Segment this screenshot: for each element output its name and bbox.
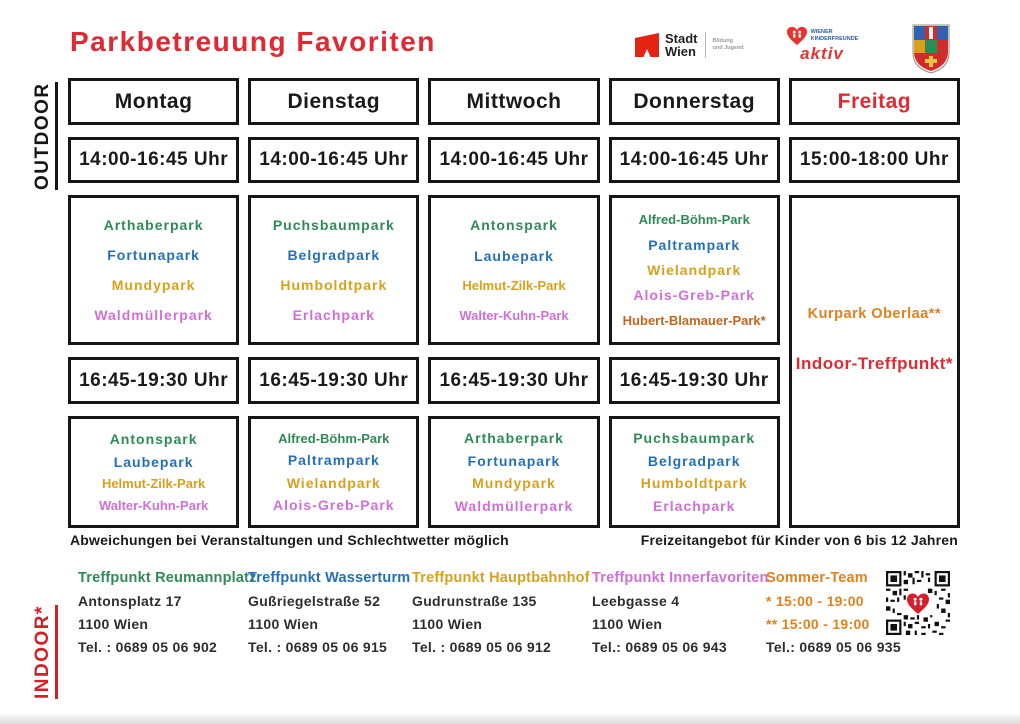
kinderfreunde-aktiv-label: aktiv <box>800 44 844 63</box>
day-header-freitag: Freitag <box>789 78 960 125</box>
stadt-wien-emblem-icon <box>635 33 659 57</box>
day-header-montag: Montag <box>68 78 239 125</box>
kinderfreunde-heart-icon <box>786 26 808 46</box>
park-name: Paltrampark <box>287 452 380 469</box>
park-name: Wielandpark <box>286 474 381 491</box>
park-name: Arthaberpark <box>464 430 564 447</box>
location-innerfavoriten <box>592 570 769 662</box>
age-note: Freizeitangebot für Kinder von 6 bis 12 Jahren <box>640 532 958 548</box>
location-address: Gudrunstraße 135 <box>412 593 537 609</box>
indoor-treffpunkt-label: Indoor-Treffpunkt* <box>795 354 954 373</box>
sommer-team-times-1: * 15:00 - 19:00 <box>766 593 864 609</box>
location-address: Leebgasse 4 <box>592 593 680 609</box>
stadt-wien-line2: Wien <box>665 44 696 60</box>
stadt-wien-name <box>665 32 698 59</box>
time-slot-1-donnerstag: 14:00-16:45 Uhr <box>609 137 780 183</box>
location-city: 1100 Wien <box>248 616 319 632</box>
schedule-grid <box>68 78 960 528</box>
location-hauptbahnhof <box>412 570 590 662</box>
park-name: Puchsbaumpark <box>633 430 756 447</box>
parks-block1-mittwoch <box>428 195 599 345</box>
park-name: Erlachpark <box>292 307 375 323</box>
park-name: Alfred-Böhm-Park <box>278 430 390 446</box>
parks-block2-dienstag <box>248 416 419 528</box>
kinderfreunde-logo <box>782 26 862 64</box>
park-name: Waldmüllerpark <box>94 307 213 323</box>
sommer-team-tel: Tel.: 0689 05 06 935 <box>766 639 901 655</box>
logo-row <box>630 24 960 74</box>
parks-block2-montag <box>68 416 239 528</box>
park-name: Humboldtpark <box>280 277 388 293</box>
park-name: Laubepark <box>113 453 194 470</box>
time-slot-2-mittwoch: 16:45-19:30 Uhr <box>428 357 599 404</box>
park-name: Belgradpark <box>647 452 741 469</box>
park-name: Erlachpark <box>653 497 736 514</box>
parks-block1-dienstag <box>248 195 419 345</box>
sommer-team-info <box>766 570 901 662</box>
location-reumannplatz <box>78 570 257 662</box>
park-name: Paltrampark <box>648 236 741 253</box>
park-name: Walter-Kuhn-Park <box>98 498 209 514</box>
location-city: 1100 Wien <box>592 616 663 632</box>
kinderfreunde-name: WIENER KINDERFREUNDE <box>810 29 859 42</box>
logo-divider <box>705 32 706 58</box>
day-header-dienstag: Dienstag <box>248 78 419 125</box>
stadt-wien-logo <box>635 32 744 59</box>
day-header-donnerstag: Donnerstag <box>609 78 780 125</box>
sommer-team-title: Sommer-Team <box>766 570 868 586</box>
time-slot-1-montag: 14:00-16:45 Uhr <box>68 137 239 183</box>
location-address: Gußriegelstraße 52 <box>248 593 381 609</box>
park-name: Alfred-Böhm-Park <box>638 212 750 228</box>
time-slot-2-dienstag: 16:45-19:30 Uhr <box>248 357 419 404</box>
park-name: Hubert-Blamauer-Park* <box>622 312 766 328</box>
park-name: Helmut-Zilk-Park <box>462 278 566 294</box>
park-name: Humboldtpark <box>640 475 748 492</box>
weather-note: Abweichungen bei Veranstaltungen und Schlechtwetter möglich <box>70 532 509 548</box>
park-name: Waldmüllerpark <box>454 497 574 514</box>
page-edge-shadow <box>0 712 1020 724</box>
park-name: Antonspark <box>109 430 198 447</box>
parks-block2-donnerstag <box>609 416 780 528</box>
location-title: Treffpunkt Wasserturm <box>248 570 411 586</box>
time-slot-2-donnerstag: 16:45-19:30 Uhr <box>609 357 780 404</box>
indoor-label: INDOOR* <box>32 605 58 699</box>
location-city: 1100 Wien <box>78 616 149 632</box>
page-title: Parkbetreuung Favoriten <box>70 26 436 57</box>
park-name: Arthaberpark <box>103 217 204 233</box>
park-name: Wielandpark <box>647 261 742 278</box>
park-name: Fortunapark <box>467 452 561 469</box>
park-name: Alois-Greb-Park <box>272 497 395 514</box>
time-slot-2-montag: 16:45-19:30 Uhr <box>68 357 239 404</box>
location-tel: Tel. : 0689 05 06 915 <box>248 639 388 655</box>
time-slot-1-freitag: 15:00-18:00 Uhr <box>789 137 960 183</box>
park-name: Belgradpark <box>287 247 381 263</box>
parks-block1-donnerstag <box>609 195 780 345</box>
stadt-wien-line1: Stadt <box>665 31 698 46</box>
park-name: Mundypark <box>472 475 556 492</box>
location-tel: Tel. : 0689 05 06 902 <box>78 639 218 655</box>
park-name: Kurpark Oberlaa** <box>807 306 942 322</box>
parks-block1-montag <box>68 195 239 345</box>
stadt-wien-department: Bildung und Jugend <box>712 38 744 52</box>
location-wasserturm <box>248 570 410 662</box>
time-slot-1-mittwoch: 14:00-16:45 Uhr <box>428 137 599 183</box>
park-name: Alois-Greb-Park <box>633 287 755 304</box>
park-name: Laubepark <box>474 247 554 264</box>
park-name: Walter-Kuhn-Park <box>459 307 569 323</box>
location-city: 1100 Wien <box>412 616 483 632</box>
favoriten-crest-icon <box>912 24 950 74</box>
park-name: Fortunapark <box>107 247 200 263</box>
location-title: Treffpunkt Reumannplatz <box>78 570 257 586</box>
parks-block2-mittwoch <box>428 416 599 528</box>
park-name: Mundypark <box>111 277 196 293</box>
friday-special-cell <box>789 195 960 528</box>
location-title: Treffpunkt Hauptbahnhof <box>412 570 590 586</box>
qr-code <box>886 571 950 635</box>
sommer-team-times-2: ** 15:00 - 19:00 <box>766 616 870 632</box>
day-header-mittwoch: Mittwoch <box>428 78 599 125</box>
location-address: Antonsplatz 17 <box>78 593 182 609</box>
outdoor-label: OUTDOOR <box>32 82 58 190</box>
location-tel: Tel.: 0689 05 06 943 <box>592 639 727 655</box>
park-name: Puchsbaumpark <box>272 217 395 233</box>
time-slot-1-dienstag: 14:00-16:45 Uhr <box>248 137 419 183</box>
location-title: Treffpunkt Innerfavoriten <box>592 570 769 586</box>
park-name: Helmut-Zilk-Park <box>101 476 206 492</box>
location-tel: Tel. : 0689 05 06 912 <box>412 639 552 655</box>
park-name: Antonspark <box>470 217 558 234</box>
